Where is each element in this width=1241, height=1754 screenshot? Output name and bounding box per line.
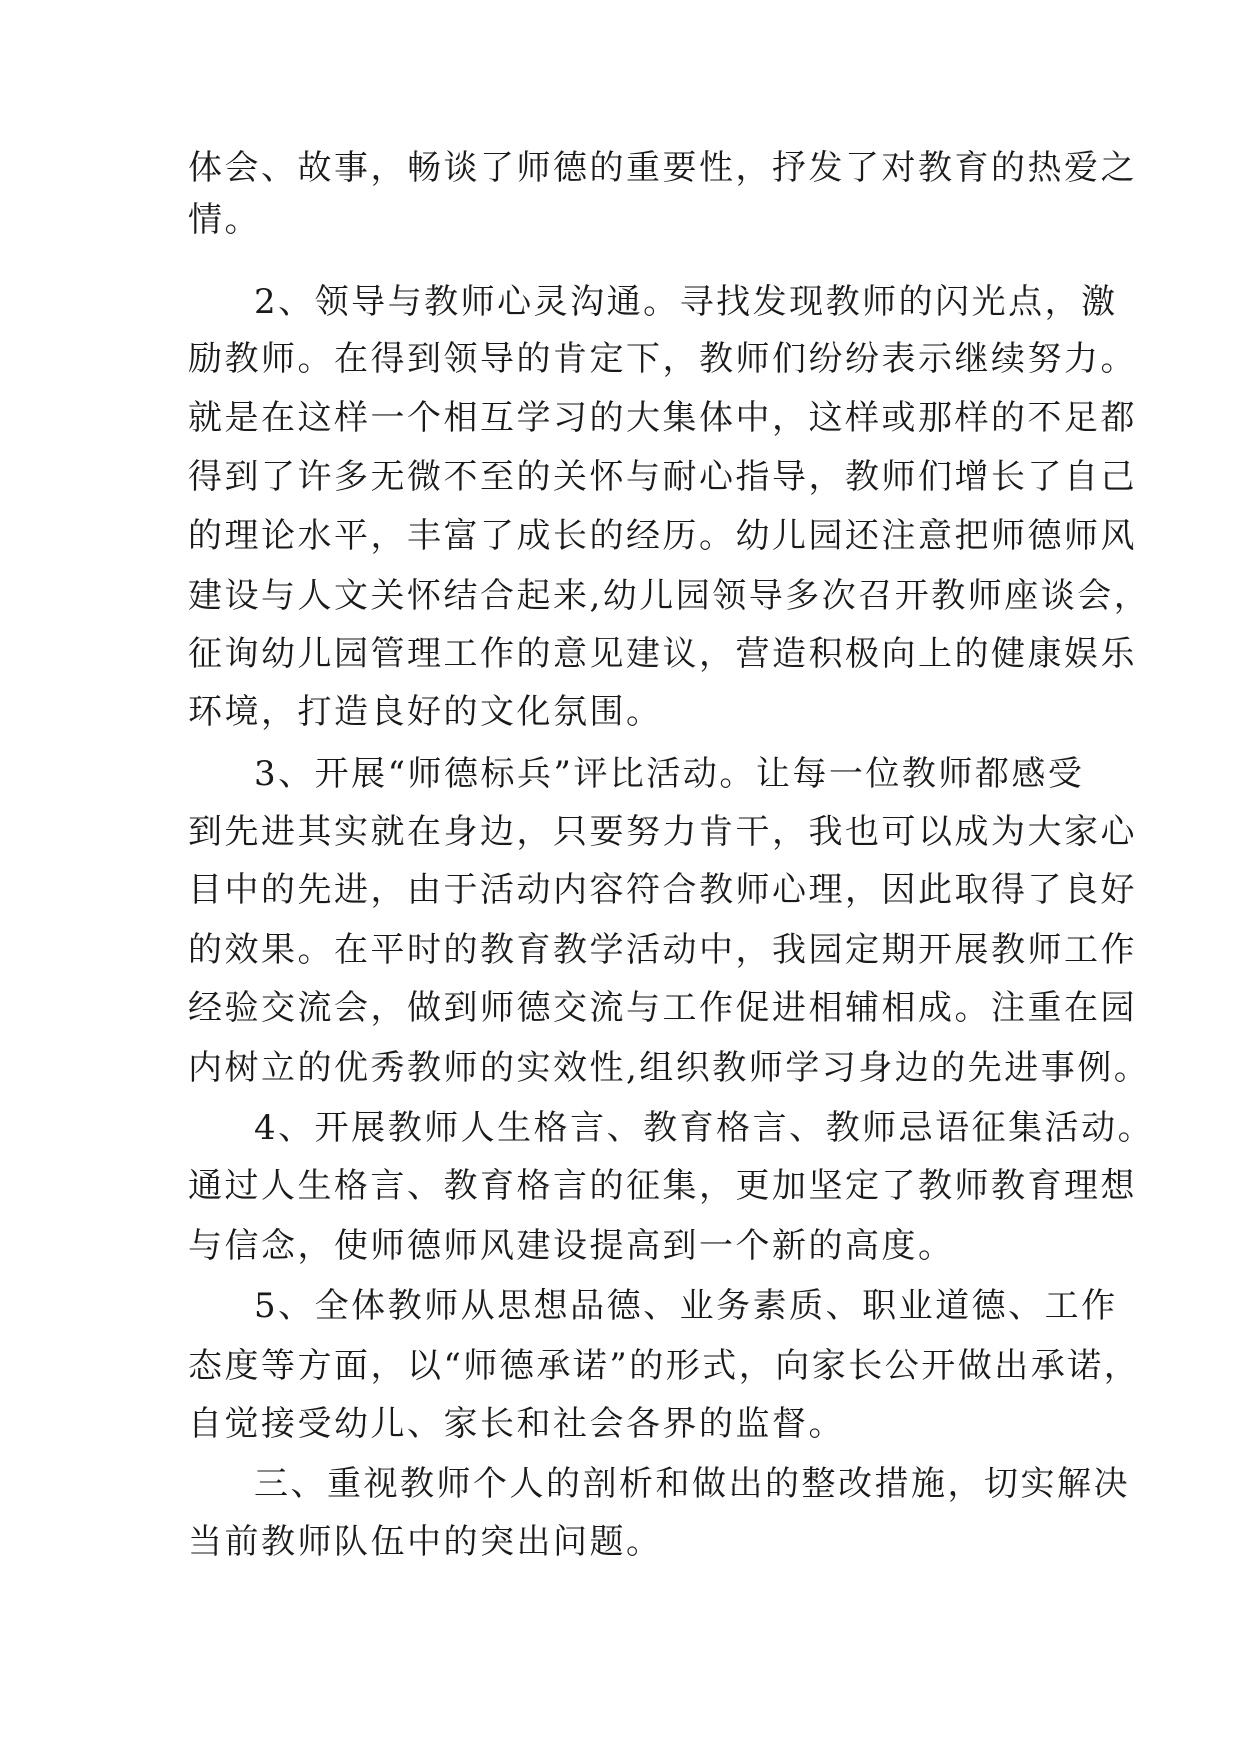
text-line: 体会、故事，畅谈了师德的重要性，抒发了对教育的热爱之 <box>188 148 1137 188</box>
text-line: 得到了许多无微不至的关怀与耐心指导，教师们增长了自己 <box>188 457 1137 497</box>
paragraph-start-line: 2、领导与教师心灵沟通。寻找发现教师的闪光点，激 <box>254 282 1118 322</box>
text-line: 态度等方面，以“师德承诺”的形式，向家长公开做出承诺， <box>188 1346 1141 1386</box>
text-line: 建设与人文关怀结合起来,幼儿园领导多次召开教师座谈会， <box>188 576 1151 616</box>
text-line: 励教师。在得到领导的肯定下，教师们纷纷表示继续努力。 <box>188 339 1137 379</box>
text-line: 通过人生格言、教育格言的征集，更加坚定了教师教育理想 <box>188 1166 1137 1206</box>
paragraph-start-line: 三、重视教师个人的剖析和做出的整改措施，切实解决 <box>254 1464 1130 1504</box>
text-line: 到先进其实就在身边，只要努力肯干，我也可以成为大家心 <box>188 812 1137 852</box>
paragraph-start-line: 4、开展教师人生格言、教育格言、教师忌语征集活动。 <box>254 1108 1155 1148</box>
paragraph-start-line: 3、开展“师德标兵”评比活动。让每一位教师都感受 <box>254 754 1085 794</box>
text-line: 征询幼儿园管理工作的意见建议，营造积极向上的健康娱乐 <box>188 634 1137 674</box>
text-line: 就是在这样一个相互学习的大集体中，这样或那样的不足都 <box>188 398 1137 438</box>
text-line: 目中的先进，由于活动内容符合教师心理，因此取得了良好 <box>188 870 1137 910</box>
text-line: 当前教师队伍中的突出问题。 <box>188 1522 663 1562</box>
text-line: 经验交流会，做到师德交流与工作促进相辅相成。注重在园 <box>188 988 1137 1028</box>
text-line: 环境，打造良好的文化氛围。 <box>188 692 663 732</box>
text-line: 的理论水平，丰富了成长的经历。幼儿园还注意把师德师风 <box>188 516 1137 556</box>
text-line: 的效果。在平时的教育教学活动中，我园定期开展教师工作 <box>188 930 1137 970</box>
text-line: 与信念，使师德师风建设提高到一个新的高度。 <box>188 1226 955 1266</box>
text-line: 内树立的优秀教师的实效性,组织教师学习身边的先进事例。 <box>188 1048 1151 1088</box>
paragraph-start-line: 5、全体教师从思想品德、业务素质、职业道德、工作 <box>254 1286 1118 1326</box>
text-line: 自觉接受幼儿、家长和社会各界的监督。 <box>188 1404 845 1444</box>
text-line: 情。 <box>188 200 261 240</box>
